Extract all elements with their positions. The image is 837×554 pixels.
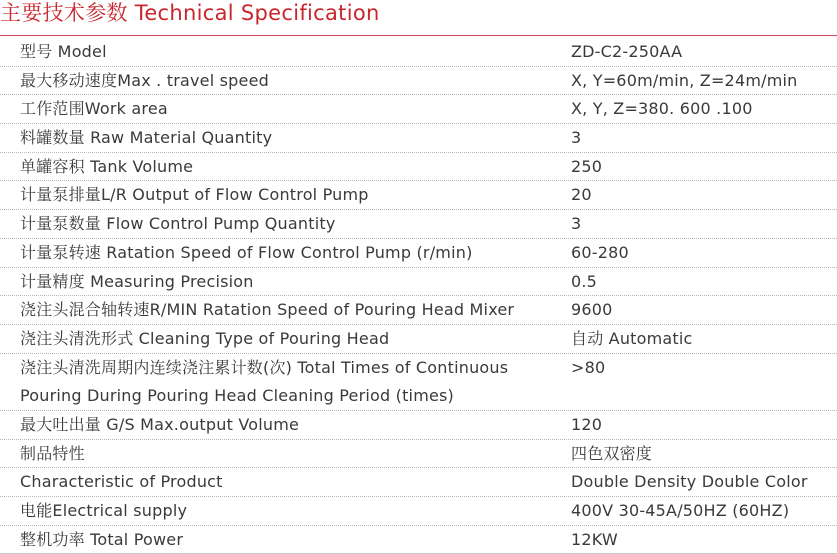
title-divider [0,35,837,36]
spec-value: 四色双密度 [571,443,653,463]
spec-label: 工作范围Work area [20,99,168,119]
spec-label: 整机功率 Total Power [20,529,184,549]
spec-row-model [0,38,837,67]
spec-row-pump-output [0,181,837,210]
spec-label: 单罐容积 Tank Volume [20,156,194,176]
spec-value: >80 [571,357,606,377]
spec-value: 0.5 [571,271,598,291]
spec-row-raw-material-quantity [0,124,837,153]
spec-row-mixer-speed [0,296,837,325]
spec-row-continuous-pouring-times [0,354,837,383]
spec-row-pump-rotation-speed [0,239,837,268]
spec-label: 制品特性 [20,443,85,463]
spec-row-product-characteristic-en [0,468,837,497]
spec-label: 计量泵转速 Ratation Speed of Flow Control Pump (r/min) [20,242,473,262]
spec-row-max-output-volume [0,411,837,440]
spec-table [0,38,837,554]
spec-row-tank-volume [0,153,837,182]
spec-label: 计量泵排量L/R Output of Flow Control Pump [20,185,369,205]
spec-row-pump-quantity [0,210,837,239]
spec-value: 9600 [571,300,613,320]
spec-value: 3 [571,128,582,148]
spec-label: 型号 Model [20,42,107,61]
spec-value: 250 [571,156,603,176]
spec-label: Pouring During Pouring Head Cleaning Period (times) [20,386,454,406]
spec-value: Double Density Double Color [571,472,808,492]
spec-label: 最大移动速度Max . travel speed [20,70,269,90]
spec-label: 计量泵数量 Flow Control Pump Quantity [20,214,336,234]
spec-value: 12KW [571,529,618,549]
spec-row-total-power [0,526,837,554]
spec-label: 计量精度 Measuring Precision [20,271,254,291]
spec-value: 3 [571,214,582,234]
spec-value: ZD-C2-250AA [571,42,683,61]
spec-row-work-area [0,95,837,124]
spec-row-max-travel-speed [0,67,837,96]
spec-row-product-characteristic-cn [0,440,837,469]
spec-value: 120 [571,414,603,434]
spec-value: 20 [571,185,592,205]
spec-row-cleaning-type [0,325,837,354]
spec-label: 浇注头清洗周期内连续浇注累计数(次) Total Times of Continuous [20,357,509,377]
spec-value [571,382,833,410]
spec-value: 自动 Automatic [571,328,693,348]
spec-value: 60-280 [571,242,629,262]
spec-label: 浇注头混合轴转速R/MIN Ratation Speed of Pouring Head Mixer [20,300,515,320]
spec-label: 最大吐出量 G/S Max.output Volume [20,414,300,434]
spec-label: 料罐数量 Raw Material Quantity [20,128,273,148]
spec-value: X, Y, Z=380. 600 .100 [571,99,753,119]
page-title: 主要技术参数 Technical Specification [0,1,380,25]
spec-value: X, Y=60m/min, Z=24m/min [571,70,798,90]
spec-value: 400V 30-45A/50HZ (60HZ) [571,501,790,520]
spec-label: Characteristic of Product [20,472,223,492]
spec-row-electrical-supply [0,497,837,526]
spec-row-measuring-precision [0,268,837,297]
spec-label: 浇注头清洗形式 Cleaning Type of Pouring Head [20,328,390,348]
spec-row-continuous-pouring-times-cont [0,382,837,411]
spec-label: 电能Electrical supply [20,501,188,520]
